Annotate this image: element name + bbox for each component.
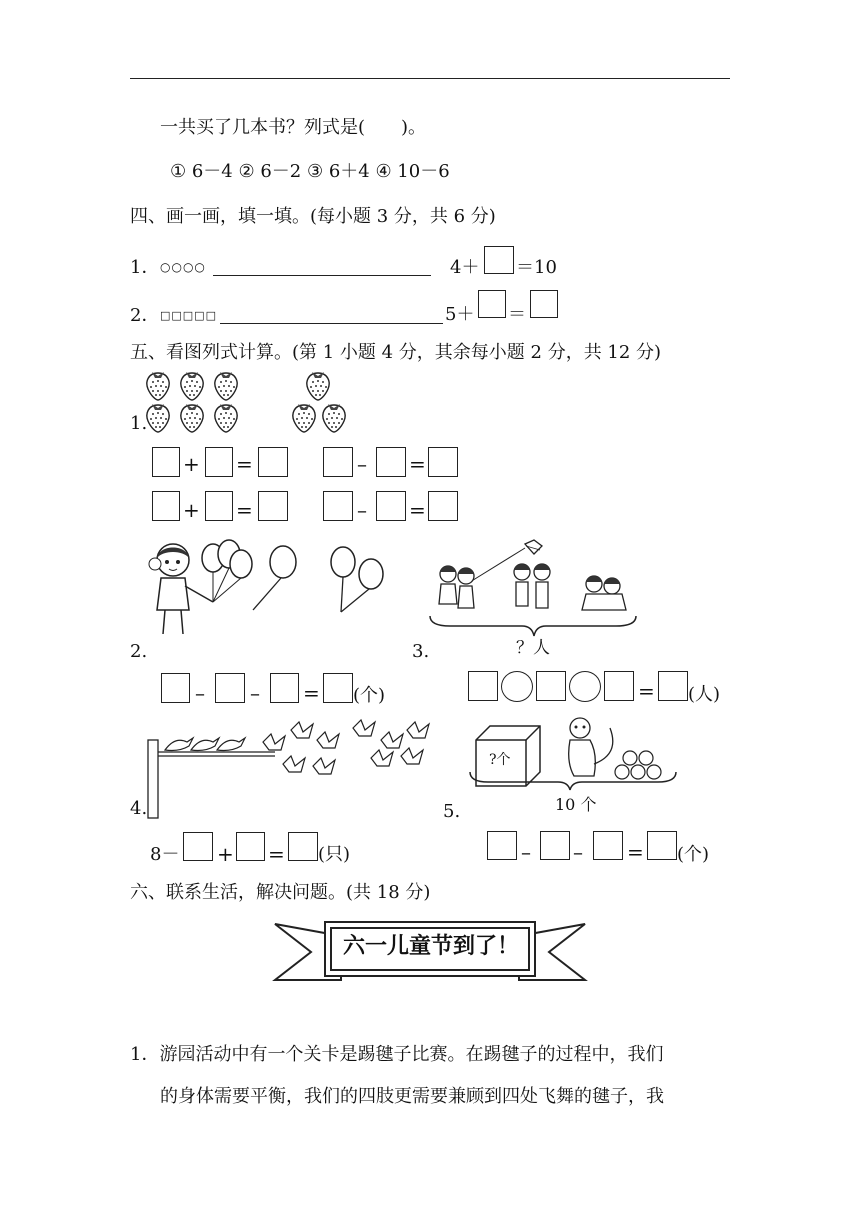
s5-p1-box[interactable]: [323, 447, 353, 477]
equals-sign: =: [409, 498, 426, 522]
s5-p1-box[interactable]: [258, 491, 288, 521]
s5-p2-box[interactable]: [323, 673, 353, 703]
s5-p1-box[interactable]: [152, 447, 180, 477]
s4-p2-equals: ＝: [508, 304, 526, 325]
s4-p1-answer-box[interactable]: [484, 246, 514, 274]
s5-p5-box[interactable]: [593, 831, 623, 860]
s5-p5-box[interactable]: [540, 831, 570, 860]
s4-p1-number: 1．: [130, 257, 160, 278]
s4-p1-rhs: ＝10: [516, 257, 557, 278]
birds-illustration: [145, 718, 435, 808]
s5-p2-box[interactable]: [161, 673, 190, 703]
s5-p3-operator-circle[interactable]: [569, 671, 601, 702]
section-4-title: 四、画一画，填一填。(每小题 3 分，共 6 分): [130, 206, 496, 227]
s5-p1-box[interactable]: [428, 491, 458, 521]
s4-p2-answer-box-2[interactable]: [530, 290, 558, 318]
s6-q1-line-1: 1．游园活动中有一个关卡是踢毽子比赛。在踢毽子的过程中，我们: [130, 1044, 664, 1065]
plus-sign: +: [183, 452, 200, 476]
children-kite-illustration: [430, 538, 640, 648]
s5-p3-box[interactable]: [536, 671, 566, 701]
plus-sign: +: [217, 842, 234, 866]
s4-p2-lhs: 5＋: [445, 304, 475, 325]
banner-text: 六一儿童节到了！: [342, 934, 519, 959]
s4-p2-drawing-line[interactable]: [220, 323, 443, 324]
s4-p1-lhs: 4＋: [450, 257, 480, 278]
s5-p1-number: 1.: [130, 413, 148, 434]
s5-p3-operator-circle[interactable]: [501, 671, 533, 702]
s5-p4-start: 8－: [150, 844, 180, 865]
s5-p4-box[interactable]: [183, 832, 213, 861]
minus-sign: –: [357, 452, 367, 476]
s5-p1-box[interactable]: [376, 491, 406, 521]
s5-p5-box-label: ?个: [489, 752, 511, 768]
s5-p2-number: 2.: [130, 641, 148, 662]
minus-sign: –: [357, 498, 367, 522]
s5-p3-unit: (人): [688, 684, 721, 705]
s5-p3-box[interactable]: [468, 671, 498, 701]
minus-sign: –: [250, 681, 260, 705]
minus-sign: –: [521, 840, 531, 864]
equals-sign: =: [268, 842, 285, 866]
s5-p3-box[interactable]: [604, 671, 634, 701]
s5-p1-box[interactable]: [152, 491, 180, 521]
strawberries-illustration: [140, 368, 390, 438]
s5-p4-box[interactable]: [236, 832, 265, 861]
s5-p5-box[interactable]: [647, 831, 677, 860]
s5-p2-box[interactable]: [215, 673, 245, 703]
s5-p4-box[interactable]: [288, 832, 318, 861]
minus-sign: –: [195, 681, 205, 705]
equals-sign: =: [236, 498, 253, 522]
s5-p1-box[interactable]: [258, 447, 288, 477]
s4-p2-squares: □□□□□: [160, 309, 217, 322]
s5-p5-number: 5.: [443, 801, 461, 822]
s5-p5-box[interactable]: [487, 831, 517, 860]
s4-p2-number: 2．: [130, 305, 160, 326]
section-5-title: 五、看图列式计算。(第 1 小题 4 分，其余每小题 2 分，共 12 分): [130, 342, 662, 363]
equals-sign: =: [236, 452, 253, 476]
s5-p2-unit: (个): [353, 685, 386, 706]
s6-q1-line-2: 的身体需要平衡，我们的四肢更需要兼顾到四处飞舞的毽子，我: [160, 1086, 664, 1107]
question-intro: 一共买了几本书？列式是( )。: [160, 117, 427, 138]
s5-p5-brace-label: 10 个: [555, 795, 597, 814]
top-rule: [130, 78, 730, 79]
equals-sign: =: [409, 452, 426, 476]
s5-p1-box[interactable]: [428, 447, 458, 477]
s4-p1-circles: ○○○○: [160, 260, 206, 274]
s5-p3-brace-label: ？人: [516, 638, 550, 658]
section-6-title: 六、联系生活，解决问题。(共 18 分): [130, 882, 431, 903]
s5-p4-number: 4.: [130, 798, 148, 819]
equals-sign: =: [627, 840, 644, 864]
s5-p1-box[interactable]: [205, 447, 233, 477]
girl-balloons-illustration: [145, 538, 405, 648]
s4-p1-drawing-line[interactable]: [213, 275, 431, 276]
s5-p3-box[interactable]: [658, 671, 688, 701]
s5-p1-box[interactable]: [205, 491, 233, 521]
s4-p2-answer-box-1[interactable]: [478, 290, 506, 318]
s5-p3-number: 3.: [412, 641, 430, 662]
equals-sign: =: [638, 679, 655, 703]
s5-p4-unit: (只): [318, 844, 351, 865]
answer-options: ① 6－4 ② 6－2 ③ 6＋4 ④ 10－6: [170, 161, 450, 182]
minus-sign: –: [573, 840, 583, 864]
equals-sign: =: [303, 681, 320, 705]
s5-p1-box[interactable]: [323, 491, 353, 521]
s5-p5-unit: (个): [677, 844, 710, 865]
s5-p2-box[interactable]: [270, 673, 299, 703]
s5-p1-box[interactable]: [376, 447, 406, 477]
plus-sign: +: [183, 498, 200, 522]
